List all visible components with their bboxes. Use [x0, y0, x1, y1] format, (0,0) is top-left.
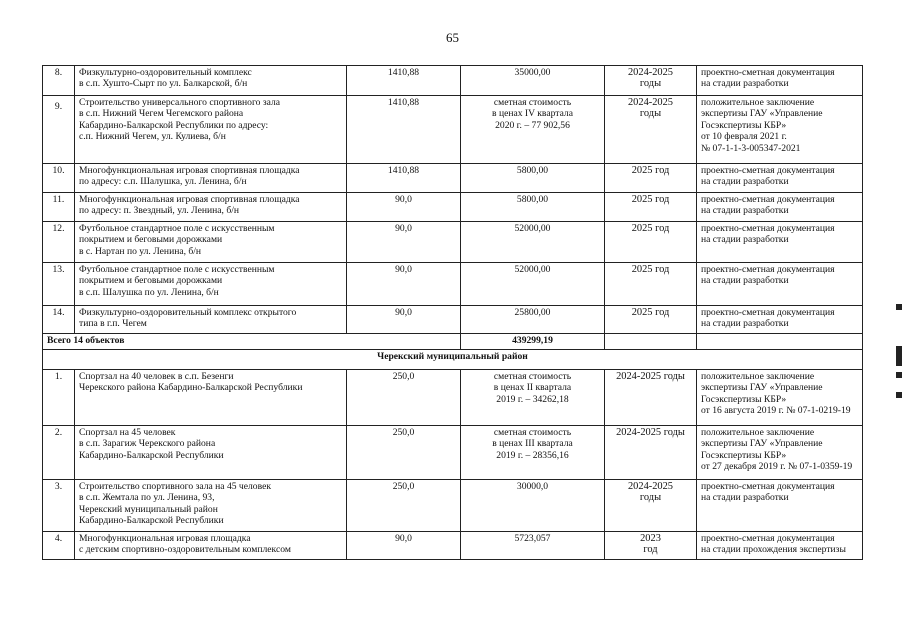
table-row [43, 306, 863, 334]
object-years: 2025 год [605, 222, 697, 263]
object-cost: сметная стоимость в ценах III квартала 2019 г. – 28356,16 [461, 426, 605, 480]
object-years: 2024-2025 годы [605, 370, 697, 426]
row-number: 8. [43, 66, 75, 96]
object-years: 2024-2025 годы [605, 480, 697, 532]
object-status: проектно-сметная документация на стадии разработки [697, 164, 863, 193]
object-area: 90,0 [347, 306, 461, 334]
object-name: Спортзал на 40 человек в с.п. Безенги Черекского района Кабардино-Балкарской Республики [75, 370, 347, 426]
object-cost: 25800,00 [461, 306, 605, 334]
object-status: положительное заключение экспертизы ГАУ «Управление Госэкспертизы КБР» от 16 августа 2019 г. № 07-1-0219-19 [697, 370, 863, 426]
page-number: 65 [446, 30, 459, 45]
row-number: 9. [43, 96, 75, 164]
section-title: Черекский муниципальный район [43, 350, 863, 370]
object-cost: сметная стоимость в ценах IV квартала 2020 г. – 77 902,56 [461, 96, 605, 164]
object-status: проектно-сметная документация на стадии разработки [697, 66, 863, 96]
table-row [43, 263, 863, 306]
row-number: 10. [43, 164, 75, 193]
object-cost: 5723,057 [461, 532, 605, 560]
empty-cell [605, 334, 697, 350]
object-area: 90,0 [347, 263, 461, 306]
total-label: Всего 14 объектов [43, 334, 461, 350]
object-area: 1410,88 [347, 164, 461, 193]
objects-table [42, 65, 863, 560]
table-row [43, 222, 863, 263]
object-years: 2025 год [605, 263, 697, 306]
empty-cell [697, 334, 863, 350]
object-name: Физкультурно-оздоровительный комплекс в с.п. Хушто-Сырт по ул. Балкарской, б/н [75, 66, 347, 96]
table-row [43, 164, 863, 193]
object-area: 1410,88 [347, 66, 461, 96]
object-name: Многофункциональная игровая спортивная площадка по адресу: с.п. Шалушка, ул. Ленина, б/н [75, 164, 347, 193]
object-status: положительное заключение экспертизы ГАУ «Управление Госэкспертизы КБР» от 10 февраля 2021 г. № 07-1-1-3-005347-2021 [697, 96, 863, 164]
object-years: 2025 год [605, 306, 697, 334]
object-status: проектно-сметная документация на стадии разработки [697, 222, 863, 263]
row-number: 2. [43, 426, 75, 480]
object-status: проектно-сметная документация на стадии разработки [697, 480, 863, 532]
object-years: 2024-2025 годы [605, 96, 697, 164]
row-number: 11. [43, 193, 75, 222]
object-name: Футбольное стандартное поле с искусственным покрытием и беговыми дорожками в с.п. Шалушка по ул. Ленина, б/н [75, 263, 347, 306]
object-years: 2025 год [605, 164, 697, 193]
object-years: 2024-2025 годы [605, 426, 697, 480]
object-status: проектно-сметная документация на стадии разработки [697, 193, 863, 222]
object-status: положительное заключение экспертизы ГАУ «Управление Госэкспертизы КБР» от 27 декабря 2019 г. № 07-1-0359-19 [697, 426, 863, 480]
object-area: 90,0 [347, 193, 461, 222]
object-area: 90,0 [347, 222, 461, 263]
scan-edge-mark [896, 392, 902, 398]
scan-edge-mark [896, 304, 902, 310]
object-area: 250,0 [347, 426, 461, 480]
object-area: 250,0 [347, 370, 461, 426]
row-number: 4. [43, 532, 75, 560]
table-row [43, 96, 863, 164]
object-name: Строительство спортивного зала на 45 человек в с.п. Жемтала по ул. Ленина, 93, Черекский муниципальный район Кабардино-Балкарской Республики [75, 480, 347, 532]
object-status: проектно-сметная документация на стадии разработки [697, 306, 863, 334]
object-area: 1410,88 [347, 96, 461, 164]
row-number: 3. [43, 480, 75, 532]
table-row [43, 426, 863, 480]
object-cost: 52000,00 [461, 222, 605, 263]
row-number: 13. [43, 263, 75, 306]
object-cost: 30000,0 [461, 480, 605, 532]
object-name: Физкультурно-оздоровительный комплекс открытого типа в г.п. Чегем [75, 306, 347, 334]
object-years: 2023 год [605, 532, 697, 560]
section-row [43, 350, 863, 370]
total-row [43, 334, 863, 350]
table-row [43, 193, 863, 222]
object-status: проектно-сметная документация на стадии разработки [697, 263, 863, 306]
object-cost: 35000,00 [461, 66, 605, 96]
object-area: 90,0 [347, 532, 461, 560]
object-cost: 52000,00 [461, 263, 605, 306]
object-cost: сметная стоимость в ценах II квартала 2019 г. – 34262,18 [461, 370, 605, 426]
object-name: Многофункциональная игровая спортивная площадка по адресу: п. Звездный, ул. Ленина, б/н [75, 193, 347, 222]
row-number: 14. [43, 306, 75, 334]
object-name: Спортзал на 45 человек в с.п. Зарагиж Черекского района Кабардино-Балкарской Республики [75, 426, 347, 480]
object-years: 2024-2025 годы [605, 66, 697, 96]
table-row [43, 480, 863, 532]
object-cost: 5800,00 [461, 193, 605, 222]
scan-edge-mark [896, 372, 902, 378]
table-row [43, 532, 863, 560]
object-name: Строительство универсального спортивного зала в с.п. Нижний Чегем Чегемского района Кабардино-Балкарской Республики по адресу: с.п. Нижний Чегем, ул. Кулиева, б/н [75, 96, 347, 164]
table-row [43, 66, 863, 96]
object-area: 250,0 [347, 480, 461, 532]
scan-edge-mark [896, 346, 902, 366]
object-cost: 5800,00 [461, 164, 605, 193]
object-status: проектно-сметная документация на стадии прохождения экспертизы [697, 532, 863, 560]
table-row [43, 370, 863, 426]
row-number: 12. [43, 222, 75, 263]
object-years: 2025 год [605, 193, 697, 222]
object-name: Футбольное стандартное поле с искусственным покрытием и беговыми дорожками в с. Нартан по ул. Ленина, б/н [75, 222, 347, 263]
total-value: 439299,19 [461, 334, 605, 350]
row-number: 1. [43, 370, 75, 426]
object-name: Многофункциональная игровая площадка с детским спортивно-оздоровительным комплексом [75, 532, 347, 560]
